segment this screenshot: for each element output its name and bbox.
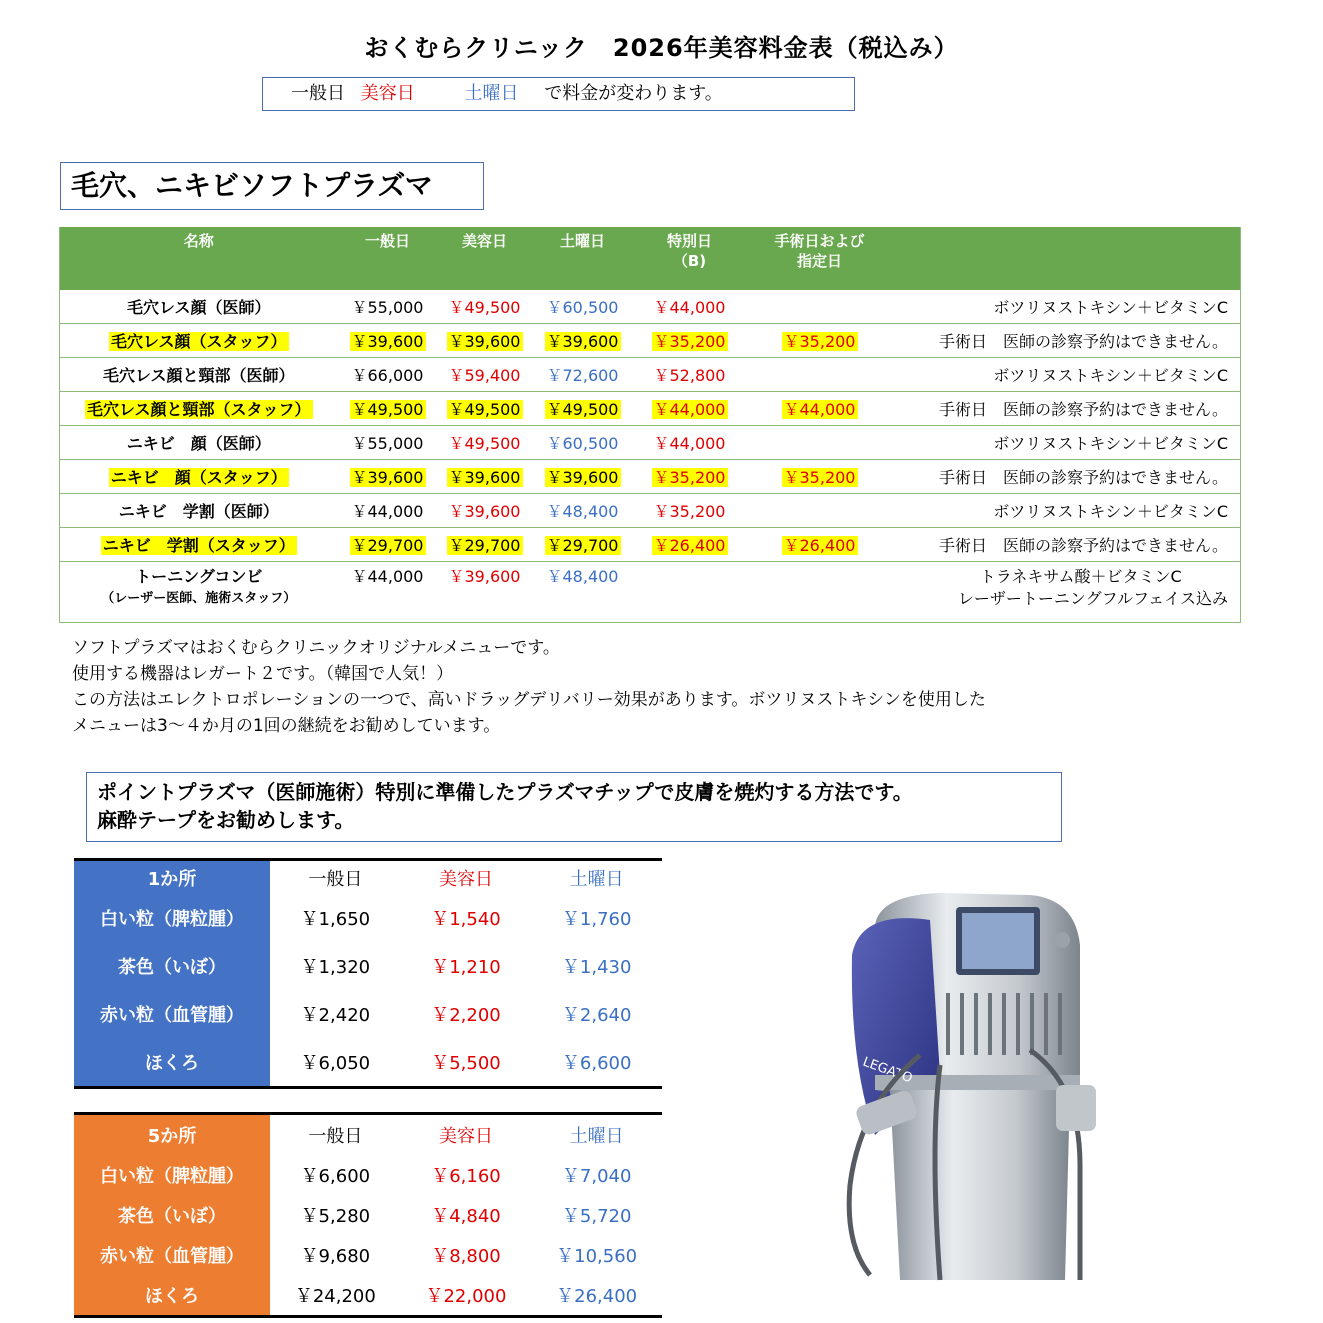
table-row — [60, 324, 1241, 358]
table-row — [74, 990, 662, 1038]
row-special-cell — [634, 324, 746, 358]
header-note — [894, 227, 1241, 290]
beauty-price: ￥5,500 — [401, 1038, 532, 1088]
saturday-price: ￥5,720 — [561, 1206, 632, 1227]
row-saturday: ￥29,700 — [546, 536, 619, 555]
row-special-cell — [634, 460, 746, 494]
row-general-cell — [338, 324, 438, 358]
table-row — [74, 1155, 662, 1195]
header-saturday: 土曜日 — [532, 227, 634, 290]
row-general: ￥55,000 — [351, 434, 424, 453]
row-general-cell — [338, 426, 438, 460]
row-saturday: ￥39,600 — [546, 332, 619, 351]
saturday-price: ￥1,430 — [561, 957, 632, 978]
legend-saturday: 土曜日 — [464, 83, 519, 104]
row-beauty-cell — [438, 324, 532, 358]
machine-brand-text: LEGATO — [860, 1054, 915, 1087]
row-general: ￥49,500 — [351, 400, 424, 419]
general-price: ￥1,650 — [300, 909, 371, 930]
row-special: ￥35,200 — [653, 502, 726, 521]
header-beauty: 美容日 — [438, 227, 532, 290]
row-note: 手術日 医師の診察予約はできません。 — [939, 400, 1228, 419]
row-beauty: ￥49,500 — [448, 434, 521, 453]
site-label: 茶色（いぼ） — [74, 1195, 270, 1235]
row-surgery-cell — [746, 528, 894, 562]
table-row — [60, 426, 1241, 460]
row-special-cell — [634, 528, 746, 562]
row-surgery: ￥26,400 — [783, 536, 856, 555]
saturday-price: ￥2,640 — [561, 1005, 632, 1026]
row-saturday-cell — [532, 290, 634, 324]
row-special-cell — [634, 562, 746, 623]
row-name: ニキビ 顔（スタッフ） — [110, 468, 287, 487]
row-general: ￥39,600 — [351, 332, 424, 351]
row-beauty: ￥39,600 — [448, 332, 521, 351]
beauty-price: ￥1,210 — [431, 957, 501, 978]
legend-box — [262, 77, 855, 111]
row-general-cell — [338, 392, 438, 426]
beauty-price: 美容日 — [401, 1114, 532, 1156]
legend-beauty: 美容日 — [360, 83, 415, 104]
table-row — [74, 894, 662, 942]
saturday-price: ￥6,600 — [531, 1038, 662, 1088]
row-note: ボツリヌストキシン＋ビタミンC — [993, 502, 1228, 521]
soft-plasma-price-table — [59, 227, 1241, 623]
beauty-price: ￥1,540 — [431, 909, 501, 930]
row-note: ボツリヌストキシン＋ビタミンC — [993, 434, 1228, 453]
site-label: 赤い粒（血管腫） — [74, 1235, 270, 1275]
saturday-price: 土曜日 — [531, 860, 662, 895]
row-surgery-cell — [746, 290, 894, 324]
row-beauty: ￥49,500 — [448, 298, 521, 317]
row-saturday-cell — [532, 324, 634, 358]
description-paragraph — [72, 635, 1252, 739]
site-label: 5か所 — [74, 1114, 270, 1156]
row-surgery: ￥35,200 — [783, 468, 856, 487]
row-saturday: ￥49,500 — [546, 400, 619, 419]
row-saturday-cell — [532, 528, 634, 562]
table-row — [60, 562, 1241, 623]
site-label: 白い粒（脾粒腫） — [74, 1155, 270, 1195]
table-row — [60, 358, 1241, 392]
row-note: 手術日 医師の診察予約はできません。 — [939, 468, 1228, 487]
row-general-cell — [338, 528, 438, 562]
row-special: ￥35,200 — [653, 332, 726, 351]
table-header-row — [74, 860, 662, 895]
row-special-cell — [634, 358, 746, 392]
row-special-cell — [634, 392, 746, 426]
row-beauty-cell — [438, 392, 532, 426]
row-surgery: ￥35,200 — [783, 332, 856, 351]
general-price: ￥5,280 — [300, 1206, 371, 1227]
row-surgery-cell — [746, 562, 894, 623]
section-title-soft-plasma: 毛穴、ニキビソフトプラズマ — [60, 162, 484, 210]
row-special-cell — [634, 290, 746, 324]
row-name-cell — [60, 426, 338, 460]
section-title-point-plasma — [86, 772, 1062, 842]
row-general-cell — [338, 562, 438, 623]
beauty-price: ￥2,200 — [431, 1005, 501, 1026]
saturday-price: ￥7,040 — [561, 1166, 632, 1187]
row-general: ￥55,000 — [351, 298, 424, 317]
row-name-cell — [60, 494, 338, 528]
table-row — [74, 1195, 662, 1235]
page-title: おくむらクリニック 2026年美容料金表（税込み） — [364, 34, 959, 62]
row-general-cell — [338, 290, 438, 324]
row-beauty-cell — [438, 528, 532, 562]
general-price: ￥6,600 — [300, 1166, 371, 1187]
row-surgery-cell — [746, 358, 894, 392]
site-label: 1か所 — [74, 860, 270, 895]
row-note-cell — [894, 460, 1241, 494]
beauty-price: ￥22,000 — [401, 1275, 532, 1317]
row-name: トーニングコンビ — [135, 567, 263, 586]
header-special: 特別日 （B) — [634, 227, 746, 290]
section2-title-line2: 麻酔テープをお勧めします。 — [97, 808, 355, 832]
beauty-price: ￥4,840 — [431, 1206, 501, 1227]
row-general: ￥44,000 — [351, 567, 424, 586]
row-note-cell — [894, 392, 1241, 426]
table-row — [60, 494, 1241, 528]
general-price: ￥24,200 — [270, 1275, 401, 1317]
row-name-cell — [60, 392, 338, 426]
row-note: ボツリヌストキシン＋ビタミンC — [993, 366, 1228, 385]
row-special: ￥26,400 — [653, 536, 726, 555]
row-saturday-cell — [532, 392, 634, 426]
table-header-row — [74, 1114, 662, 1156]
paragraph-line: 使用する機器はレガート２です。（韓国で人気！） — [72, 664, 454, 684]
row-name: 毛穴レス顔と頸部（医師） — [102, 366, 295, 385]
row-beauty-cell — [438, 460, 532, 494]
row-general-cell — [338, 460, 438, 494]
row-beauty-cell — [438, 358, 532, 392]
point-plasma-5-site-table — [74, 1112, 662, 1318]
row-special: ￥52,800 — [653, 366, 726, 385]
row-note: 手術日 医師の診察予約はできません。 — [939, 332, 1228, 351]
row-saturday: ￥39,600 — [546, 468, 619, 487]
general-price: ￥1,320 — [300, 957, 371, 978]
legato-machine-image — [780, 885, 1120, 1285]
row-general: ￥39,600 — [351, 468, 424, 487]
paragraph-line: ソフトプラズマはおくむらクリニックオリジナルメニューです。 — [72, 638, 560, 658]
legend-suffix: で料金が変わります。 — [544, 83, 723, 104]
row-name: 毛穴レス顔（医師） — [126, 298, 271, 317]
general-price: 一般日 — [270, 1114, 401, 1156]
point-plasma-1-site-table — [74, 858, 662, 1089]
row-note: トラネキサム酸＋ビタミンC — [979, 567, 1182, 586]
general-price: 一般日 — [270, 860, 401, 895]
row-note-cell — [894, 528, 1241, 562]
saturday-price: ￥1,760 — [561, 909, 632, 930]
legend-general: 一般日 — [291, 83, 345, 104]
row-general: ￥66,000 — [351, 366, 424, 385]
beauty-price: ￥6,160 — [431, 1166, 501, 1187]
row-general: ￥29,700 — [351, 536, 424, 555]
row-general-cell — [338, 494, 438, 528]
row-beauty: ￥39,600 — [448, 502, 521, 521]
site-label: ほくろ — [74, 1038, 270, 1088]
row-name-sub: （レーザー医師、施術スタッフ） — [101, 591, 297, 606]
table-row — [60, 290, 1241, 324]
saturday-price: ￥26,400 — [531, 1275, 662, 1317]
row-beauty-cell — [438, 494, 532, 528]
row-beauty-cell — [438, 562, 532, 623]
row-beauty: ￥39,600 — [448, 468, 521, 487]
general-price: ￥9,680 — [300, 1246, 371, 1267]
row-name-cell — [60, 290, 338, 324]
row-saturday-cell — [532, 358, 634, 392]
row-beauty: ￥59,400 — [448, 366, 521, 385]
row-note-cell — [894, 324, 1241, 358]
row-saturday: ￥60,500 — [546, 434, 619, 453]
row-saturday: ￥48,400 — [546, 567, 619, 586]
row-name: 毛穴レス顔（スタッフ） — [110, 332, 287, 351]
row-beauty: ￥49,500 — [448, 400, 521, 419]
row-note-cell — [894, 494, 1241, 528]
general-price: ￥2,420 — [300, 1005, 371, 1026]
row-general-cell — [338, 358, 438, 392]
table-row — [60, 460, 1241, 494]
row-name-cell — [60, 528, 338, 562]
row-name-cell — [60, 562, 338, 623]
row-special: ￥44,000 — [653, 434, 726, 453]
row-note: レーザートーニングフルフェイス込み — [957, 589, 1228, 608]
row-general: ￥44,000 — [351, 502, 424, 521]
row-saturday-cell — [532, 562, 634, 623]
table-row — [60, 392, 1241, 426]
site-label: 茶色（いぼ） — [74, 942, 270, 990]
row-beauty: ￥29,700 — [448, 536, 521, 555]
row-special-cell — [634, 426, 746, 460]
row-beauty: ￥39,600 — [448, 567, 521, 586]
table-row — [74, 1235, 662, 1275]
row-special: ￥44,000 — [653, 400, 726, 419]
table-row — [74, 1038, 662, 1088]
row-saturday-cell — [532, 460, 634, 494]
row-special: ￥35,200 — [653, 468, 726, 487]
section2-title-line1: ポイントプラズマ（医師施術）特別に準備したプラズマチップで皮膚を焼灼する方法です。 — [97, 780, 913, 804]
row-note: 手術日 医師の診察予約はできません。 — [939, 536, 1228, 555]
row-saturday-cell — [532, 494, 634, 528]
row-special: ￥44,000 — [653, 298, 726, 317]
row-saturday: ￥48,400 — [546, 502, 619, 521]
general-price: ￥6,050 — [270, 1038, 401, 1088]
row-saturday: ￥72,600 — [546, 366, 619, 385]
row-name-cell — [60, 460, 338, 494]
table-header-row — [60, 227, 1241, 290]
row-name: ニキビ 学割（スタッフ） — [102, 536, 295, 555]
site-label: ほくろ — [74, 1275, 270, 1317]
saturday-price: 土曜日 — [531, 1114, 662, 1156]
row-note-cell — [894, 358, 1241, 392]
saturday-price: ￥10,560 — [556, 1246, 638, 1267]
header-surgery: 手術日および 指定日 — [746, 227, 894, 290]
row-name: 毛穴レス顔と頸部（スタッフ） — [86, 400, 311, 419]
beauty-price: 美容日 — [401, 860, 532, 895]
row-special-cell — [634, 494, 746, 528]
site-label: 赤い粒（血管腫） — [74, 990, 270, 1038]
table-row — [60, 528, 1241, 562]
row-saturday-cell — [532, 426, 634, 460]
row-note-cell — [894, 426, 1241, 460]
row-surgery-cell — [746, 460, 894, 494]
site-label: 白い粒（脾粒腫） — [74, 894, 270, 942]
header-name: 名称 — [60, 227, 338, 290]
row-surgery-cell — [746, 392, 894, 426]
row-note-cell — [894, 562, 1241, 623]
table-row — [74, 942, 662, 990]
beauty-price: ￥8,800 — [431, 1246, 501, 1267]
row-surgery-cell — [746, 494, 894, 528]
paragraph-line: この方法はエレクトロポレーションの一つで、高いドラッグデリバリー効果があります。ボツリヌストキシンを使用した — [72, 690, 986, 710]
row-name: ニキビ 学割（医師） — [118, 502, 279, 521]
row-name-cell — [60, 358, 338, 392]
row-note: ボツリヌストキシン＋ビタミンC — [993, 298, 1228, 317]
header-general: 一般日 — [338, 227, 438, 290]
row-beauty-cell — [438, 290, 532, 324]
row-surgery: ￥44,000 — [783, 400, 856, 419]
row-saturday: ￥60,500 — [546, 298, 619, 317]
row-name: ニキビ 顔（医師） — [126, 434, 271, 453]
row-note-cell — [894, 290, 1241, 324]
paragraph-line: メニューは3～４か月の1回の継続をお勧めしています。 — [72, 716, 501, 736]
row-name-cell — [60, 324, 338, 358]
row-surgery-cell — [746, 324, 894, 358]
table-row — [74, 1275, 662, 1317]
row-beauty-cell — [438, 426, 532, 460]
row-surgery-cell — [746, 426, 894, 460]
